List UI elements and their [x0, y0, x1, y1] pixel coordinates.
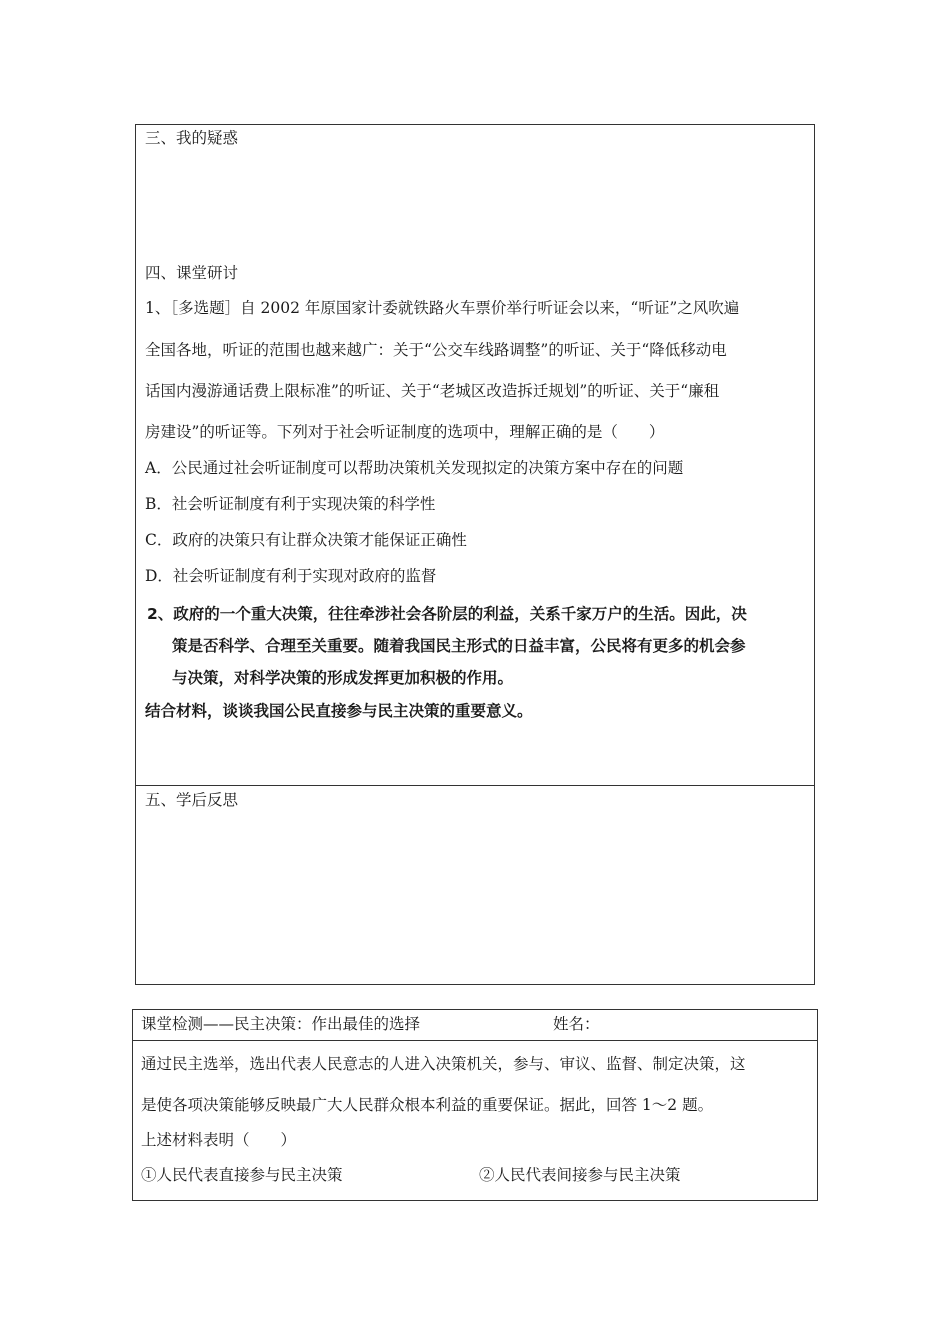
q1-line-2: 全国各地，听证的范围也越来越广：关于“公交车线路调整”的听证、关于“降低移动电 [145, 341, 727, 359]
q1-line-1: 1、［多选题］自 2002 年原国家计委就铁路火车票价举行听证会以来，“听证”之风吹遍 [145, 299, 740, 317]
test-material-line-1: 通过民主选举，选出代表人民意志的人进入决策机关，参与、审议、监督、制定决策，这 [141, 1055, 746, 1073]
test-name-label: 姓名： [553, 1015, 600, 1033]
section-divider [135, 785, 815, 786]
q1-line-4: 房建设”的听证等。下列对于社会听证制度的选项中，理解正确的是（ ） [145, 423, 665, 441]
q1-option-c: C．政府的决策只有让群众决策才能保证正确性 [145, 531, 467, 549]
section-5-heading: 五、学后反思 [145, 791, 239, 809]
q1-line-3: 话国内漫游通话费上限标准”的听证、关于“老城区改造拆迁规划”的听证、关于“廉租 [145, 382, 720, 400]
q1-option-d: D．社会听证制度有利于实现对政府的监督 [145, 567, 437, 585]
section-4-heading: 四、课堂研讨 [145, 264, 239, 282]
test-option-1: ①人民代表直接参与民主决策 [141, 1166, 343, 1184]
q2-line-1: 2、政府的一个重大决策，往往牵涉社会各阶层的利益，关系千家万户的生活。因此，决 [147, 605, 747, 623]
section-3-heading: 三、我的疑惑 [145, 129, 239, 147]
q1-option-b: B．社会听证制度有利于实现决策的科学性 [145, 495, 436, 513]
q2-line-4: 结合材料，谈谈我国公民直接参与民主决策的重要意义。 [145, 702, 533, 720]
q1-option-a: A．公民通过社会听证制度可以帮助决策机关发现拟定的决策方案中存在的问题 [145, 459, 684, 477]
test-option-2: ②人民代表间接参与民主决策 [479, 1166, 681, 1184]
test-header-divider [132, 1040, 818, 1041]
worksheet-box [135, 124, 815, 985]
test-title: 课堂检测——民主决策：作出最佳的选择 [141, 1015, 421, 1033]
test-question: 上述材料表明（ ） [141, 1131, 297, 1149]
test-material-line-2: 是使各项决策能够反映最广大人民群众根本利益的重要保证。据此，回答 1～2 题。 [141, 1096, 714, 1114]
q2-line-3: 与决策，对科学决策的形成发挥更加积极的作用。 [172, 669, 514, 687]
q2-line-2: 策是否科学、合理至关重要。随着我国民主形式的日益丰富，公民将有更多的机会参 [172, 637, 746, 655]
